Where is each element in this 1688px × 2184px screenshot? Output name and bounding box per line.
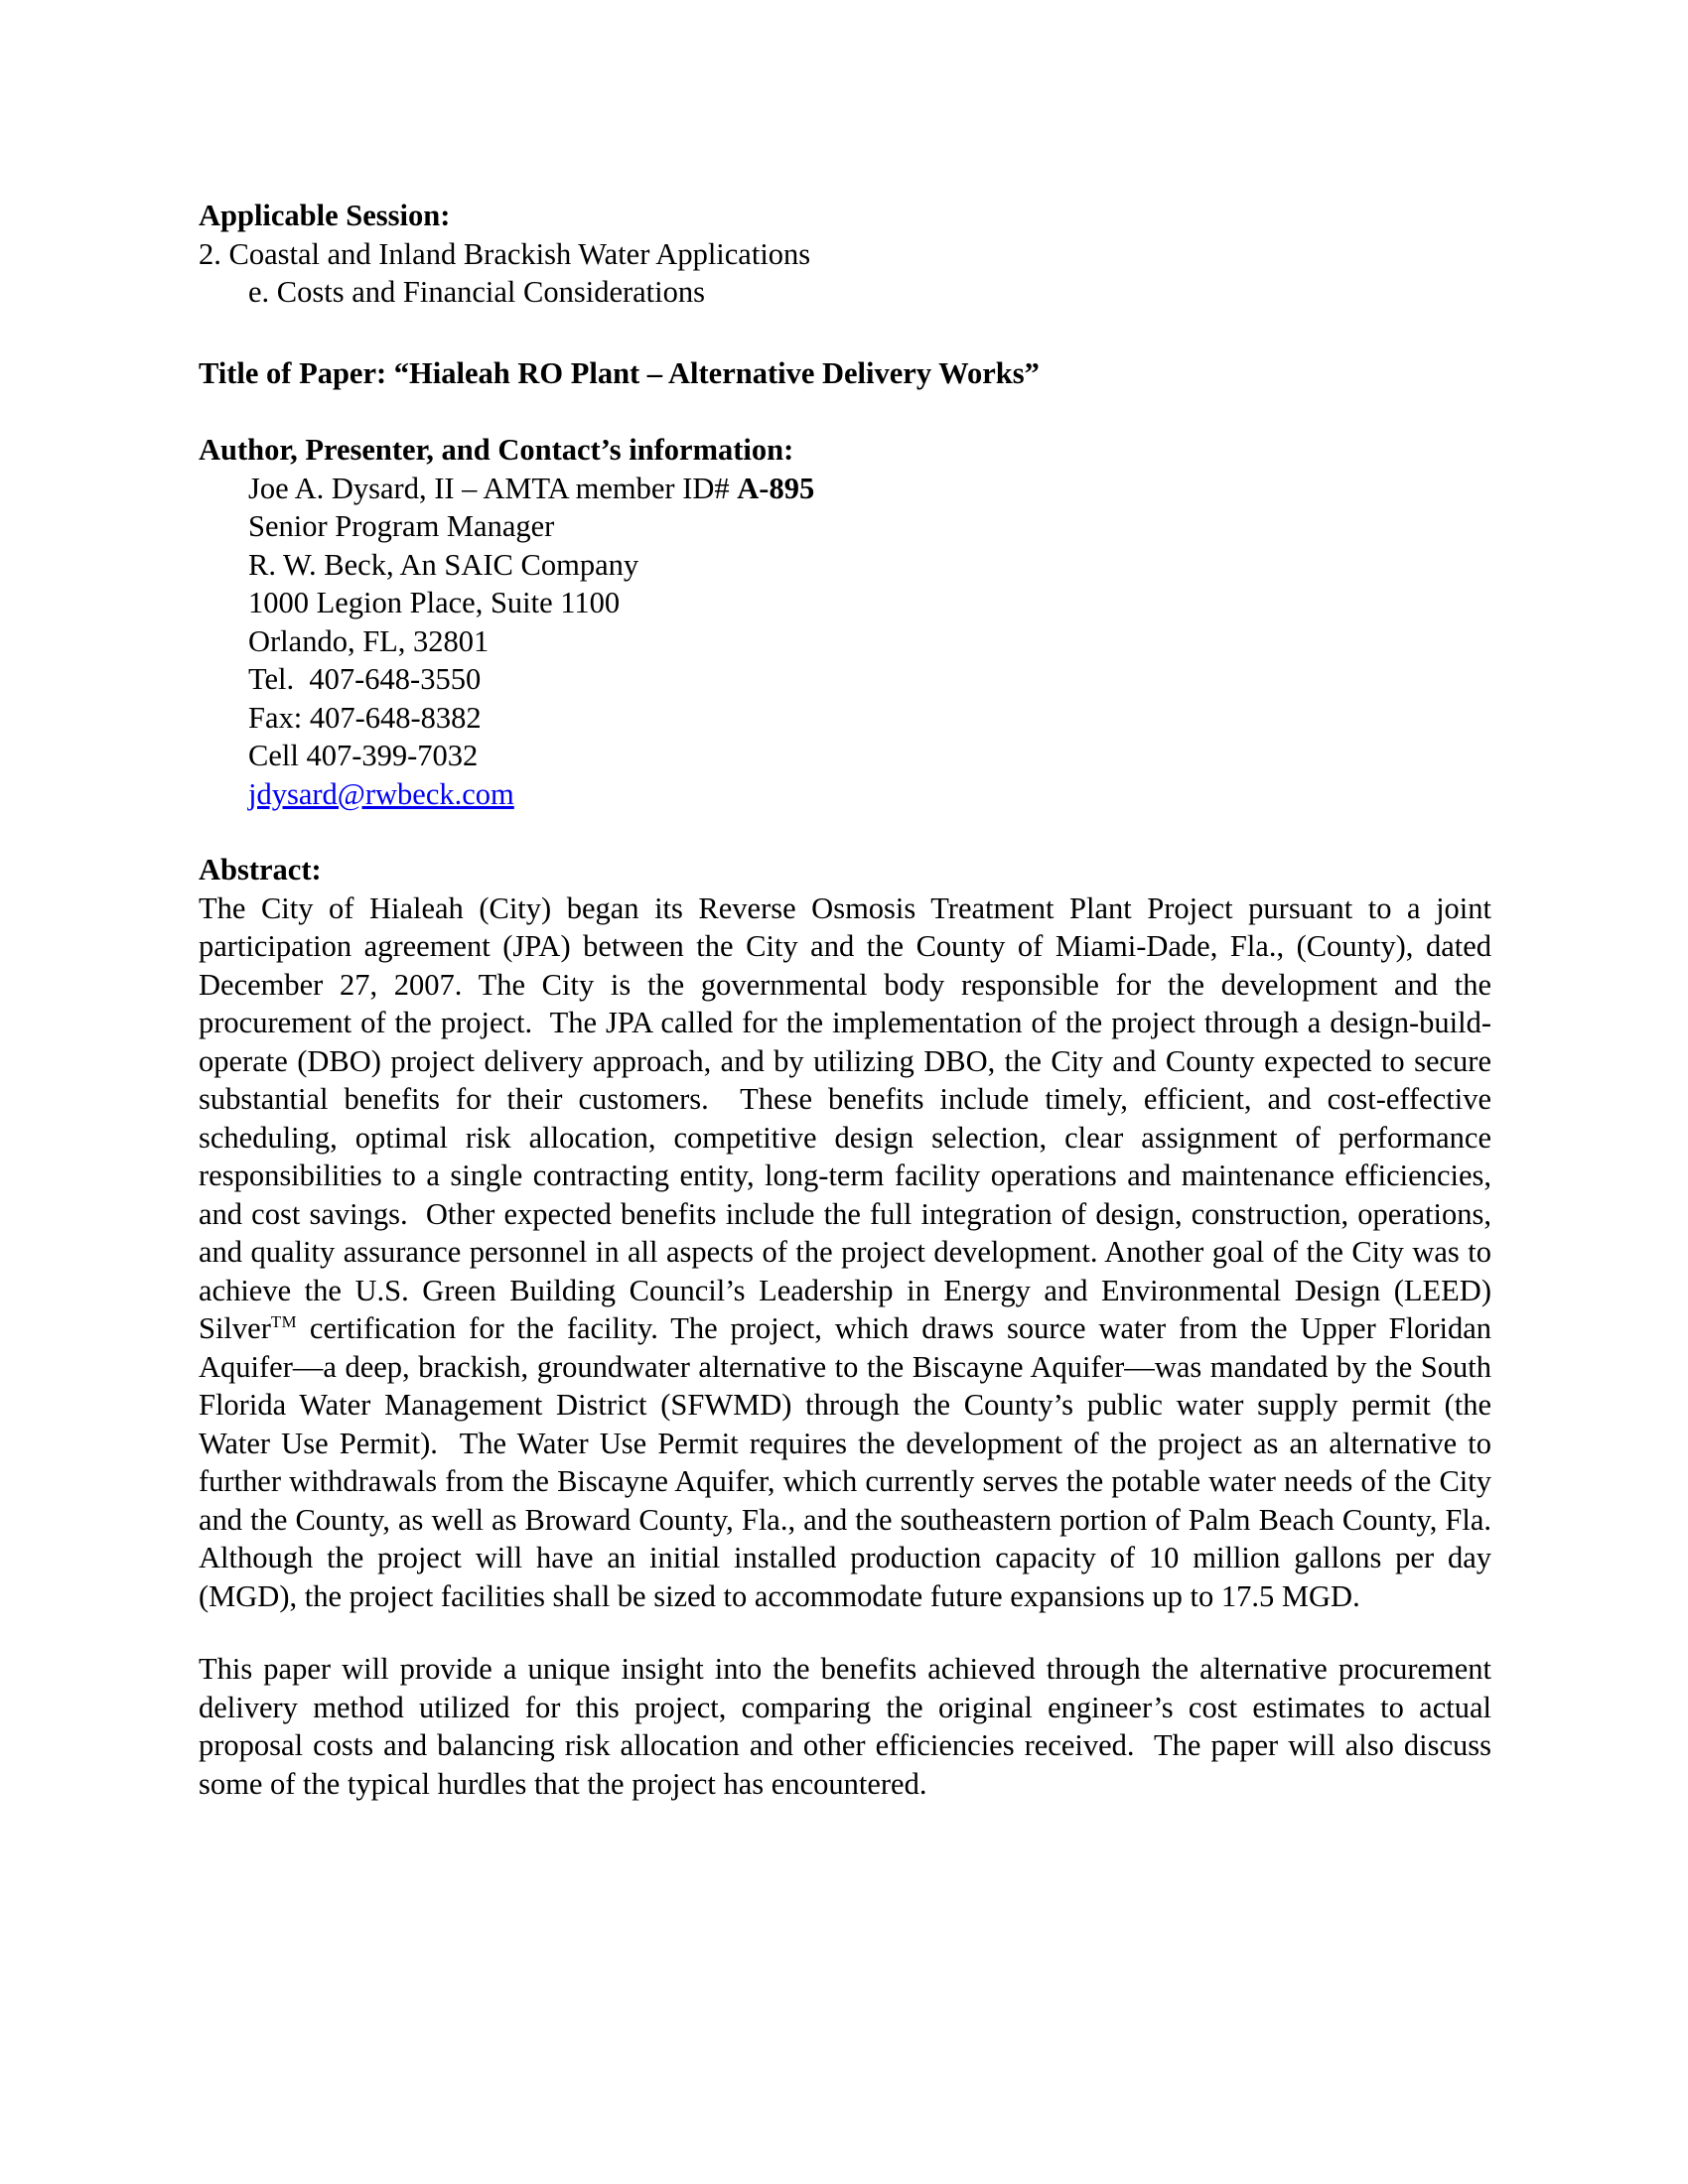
page-content [199, 197, 1507, 1803]
abstract-paragraph [199, 889, 1507, 1616]
contact-email-line [248, 775, 1491, 814]
email-link[interactable]: jdysard@rwbeck.com [248, 776, 514, 811]
trademark-superscript: TM [270, 1311, 298, 1331]
contact-name-line [248, 470, 1491, 508]
paper-title: Title of Paper: “Hialeah RO Plant – Alternative Delivery Works” [199, 355, 1040, 390]
contact-block [199, 470, 1491, 814]
contact-tel: Tel. 407-648-3550 [248, 662, 482, 696]
contact-job-title: Senior Program Manager [248, 509, 555, 543]
abstract-text-after-tm: certification for the facility. The project, which draws source water from the Upper Floridan Aquifer—a deep, brackish, groundwater alternative to the Biscayne Aquifer—was mandated by the South Florida Water Management District (SFWMD) through the County’s public water supply permit (the Water Use Permit). The Water Use Permit requires the development of the project as an alternative to further withdrawals from the Biscayne Aquifer, which currently serves the potable water needs of the City and the County, as well as Broward County, Fla., and the southeastern portion of Palm Beach County, Fla. Although the project will have an initial installed production capacity of 10 million gallons per day (MGD), the project facilities shall be sized to accommodate future expansions up to 17.5 MGD. [199, 1311, 1507, 1613]
contact-address-city: Orlando, FL, 32801 [248, 623, 490, 658]
contact-company: R. W. Beck, An SAIC Company [248, 547, 639, 582]
closing-paragraph: This paper will provide a unique insight into the benefits achieved through the alternative procurement delivery method utilized for this project, comparing the original engineer’s cost estimates to actual proposal costs and balancing risk allocation and other efficiencies received. The paper will also discuss some of the typical hurdles that the project has encountered. [199, 1652, 1499, 1801]
contact-fax: Fax: 407-648-8382 [248, 700, 482, 735]
session-subitem: e. Costs and Financial Considerations [248, 275, 705, 309]
session-item: 2. Coastal and Inland Brackish Water Applications [199, 236, 811, 271]
abstract-heading: Abstract: [199, 853, 322, 887]
abstract-text-before-tm: The City of Hialeah (City) began its Reverse Osmosis Treatment Plant Project pursuant to a joint participation agreement (JPA) between the City and the County of Miami-Dade, Fla., (County), dated December 27, 2007. The City is the governmental body responsible for the development and the procurement of the project. The JPA called for the implementation of the project through a design-build-operate (DBO) project delivery approach, and by utilizing DBO, the City and County expected to secure substantial benefits for their customers. These benefits include timely, efficient, and cost-effective scheduling, optimal risk allocation, competitive design selection, clear assignment of performance responsibilities to a single contracting entity, long-term facility operations and maintenance efficiencies, and cost savings. Other expected benefits include the full integration of design, construction, operations, and quality assurance personnel in all aspects of the project development. Another goal of the City was to achieve the U.S. Green Building Council’s Leadership in Energy and Environmental Design (LEED) Silver [199, 890, 1499, 1345]
member-id: A-895 [737, 471, 815, 505]
applicable-session-heading: Applicable Session: [199, 199, 451, 232]
contact-name: Joe A. Dysard, II – AMTA member ID# [248, 471, 738, 505]
contact-cell: Cell 407-399-7032 [248, 739, 479, 772]
author-section-heading: Author, Presenter, and Contact’s information: [199, 433, 794, 467]
contact-address-street: 1000 Legion Place, Suite 1100 [248, 586, 621, 619]
